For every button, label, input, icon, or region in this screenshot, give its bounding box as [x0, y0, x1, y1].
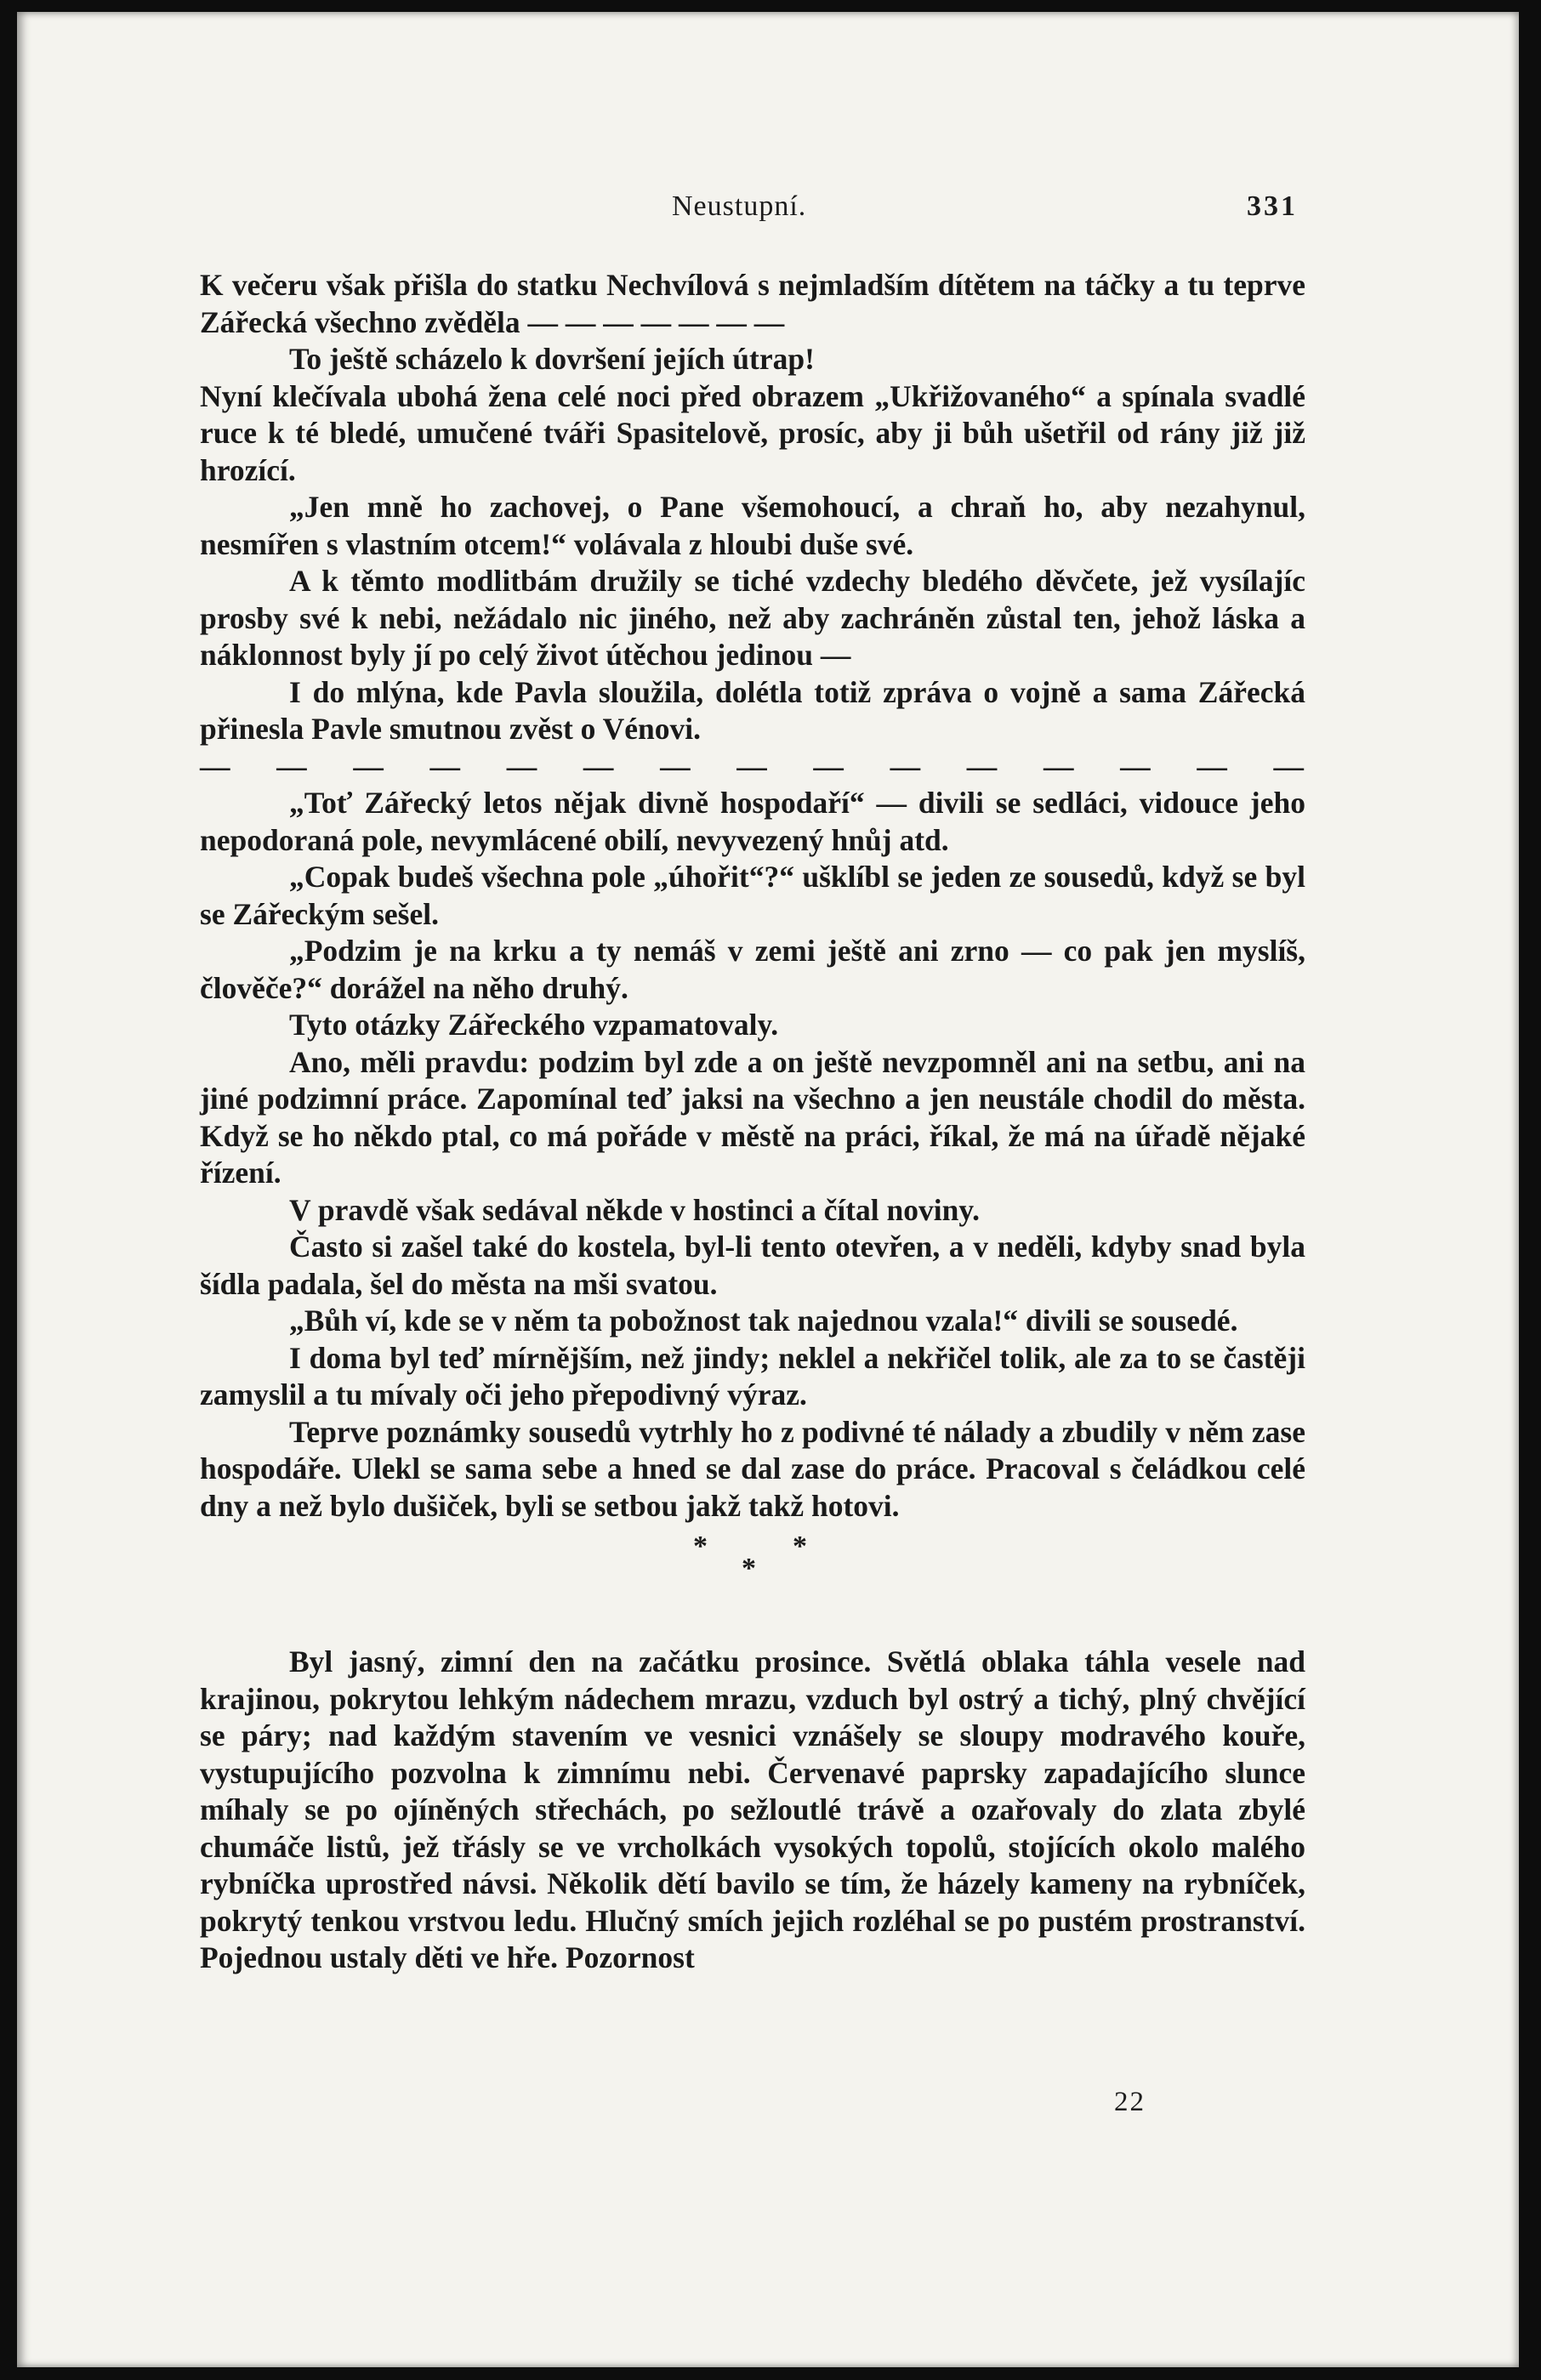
paragraph: Byl jasný, zimní den na začátku prosince. Světlá oblaka táhla vesele nad krajinou, pokrytou lehkým nádechem mrazu, vzduch byl ostrý a tichý, plný chvějící se páry; nad každým stavením ve vesnici vznášely se sloupy modravého kouře, vystupujícího pozvolna k zimnímu nebi. Červenavé paprsky zapadajícího slunce míhaly se po ojíněných střechách, po sežloutlé trávě a ozařovaly do zlata zbylé chumáče listů, jež třásly se ve vrcholkách vysokých topolů, stojících okolo malého rybníčka uprostřed návsi. Několik dětí bavilo se tím, že házely kameny na rybníček, pokrytý tenkou vrstvou ledu. Hlučný smích jejich rozléhal se po pustém prostranství. Pojednou ustaly děti ve hře. Pozornost	[200, 1644, 1305, 1974]
body-text	[200, 267, 1305, 1977]
paragraph: K večeru však přišla do statku Nechvílová s nejmladším dítětem na táčky a tu teprve Zářecká všechno zvěděla — — — — — — —	[200, 268, 1305, 339]
paragraph: A k těmto modlitbám družily se tiché vzdechy bledého děvčete, jež vysílajíc prosby své k nebi, nežádalo nic jiného, než aby zachráněn zůstal ten, jehož láska a náklonnost byly jí po celý život útěchou jedinou —	[200, 564, 1305, 672]
paragraph: I do mlýna, kde Pavla sloužila, dolétla totiž zpráva o vojně a sama Zářecká přinesla Pavle smutnou zvěst o Vénovi.	[200, 674, 1305, 746]
page-number: 331	[1247, 190, 1298, 222]
book-page	[17, 12, 1519, 2367]
dash-separator: — — — — — — — — — — — — — — —	[200, 748, 1305, 783]
asterisk: *	[693, 1531, 708, 1562]
signature-mark: 22	[1114, 2087, 1146, 2117]
asterisk: *	[793, 1531, 807, 1562]
paragraph: I doma byl teď mírnějším, než jindy; neklel a nekřičel tolik, ale za to se častěji zamyslil a tu mívaly oči jeho přepodivný výraz.	[200, 1340, 1305, 1412]
paragraph: Teprve poznámky sousedů vytrhly ho z podivné té nálady a zbudily v něm zase hospodáře. Ulekl se sama sebe a hned se dal zase do práce. Pracoval s čeládkou celé dny a než bylo dušiček, byli se setbou jakž takž hotovi.	[200, 1414, 1305, 1523]
paragraph: „Copak budeš všechna pole „úhořit“?“ ušklíbl se jeden ze sousedů, když se byl se Zářeckým sešel.	[200, 860, 1305, 931]
paragraph: Nyní klečívala ubohá žena celé noci před obrazem „Ukřižovaného“ a spínala svadlé ruce k té bledé, umučené tváři Spasitelově, prosíc, aby ji bůh ušetřil od rány již již hrozící.	[200, 378, 1305, 487]
asterisk: *	[742, 1553, 756, 1584]
page-header	[17, 190, 1519, 233]
paragraph: Tyto otázky Zářeckého vzpamatovaly.	[289, 1008, 779, 1042]
section-break	[200, 1525, 1305, 1610]
paragraph: „Bůh ví, kde se v něm ta pobožnost tak najednou vzala!“ divili se sousedé.	[289, 1304, 1238, 1338]
paragraph: „Podzim je na krku a ty nemáš v zemi ještě ani zrno — co pak jen myslíš, člověče?“ dorážel na něho druhý.	[200, 934, 1305, 1005]
running-title: Neustupní.	[672, 190, 807, 222]
paragraph: „Jen mně ho zachovej, o Pane všemohoucí, a chraň ho, aby nezahynul, nesmířen s vlastním otcem!“ volávala z hloubi duše své.	[200, 490, 1305, 561]
paragraph: To ještě scházelo k dovršení jejích útrap!	[289, 342, 815, 376]
paragraph: „Toť Zářecký letos nějak divně hospodaří“ — divili se sedláci, vidouce jeho nepodoraná pole, nevymlácené obilí, nevyvezený hnůj atd.	[200, 786, 1305, 857]
paragraph: V pravdě však sedával někde v hostinci a čítal noviny.	[289, 1192, 981, 1227]
paragraph: Často si zašel také do kostela, byl-li tento otevřen, a v neděli, kdyby snad byla šídla padala, šel do města na mši svatou.	[200, 1230, 1305, 1301]
spacer	[200, 1610, 1305, 1644]
paragraph: Ano, měli pravdu: podzim byl zde a on ještě nevzpomněl ani na setbu, ani na jiné podzimní práce. Zapomínal teď jaksi na všechno a jen neustále chodil do města. Když se ho někdo ptal, co má pořáde v městě na práci, říkal, že má na úřadě nějaké řízení.	[200, 1044, 1305, 1190]
